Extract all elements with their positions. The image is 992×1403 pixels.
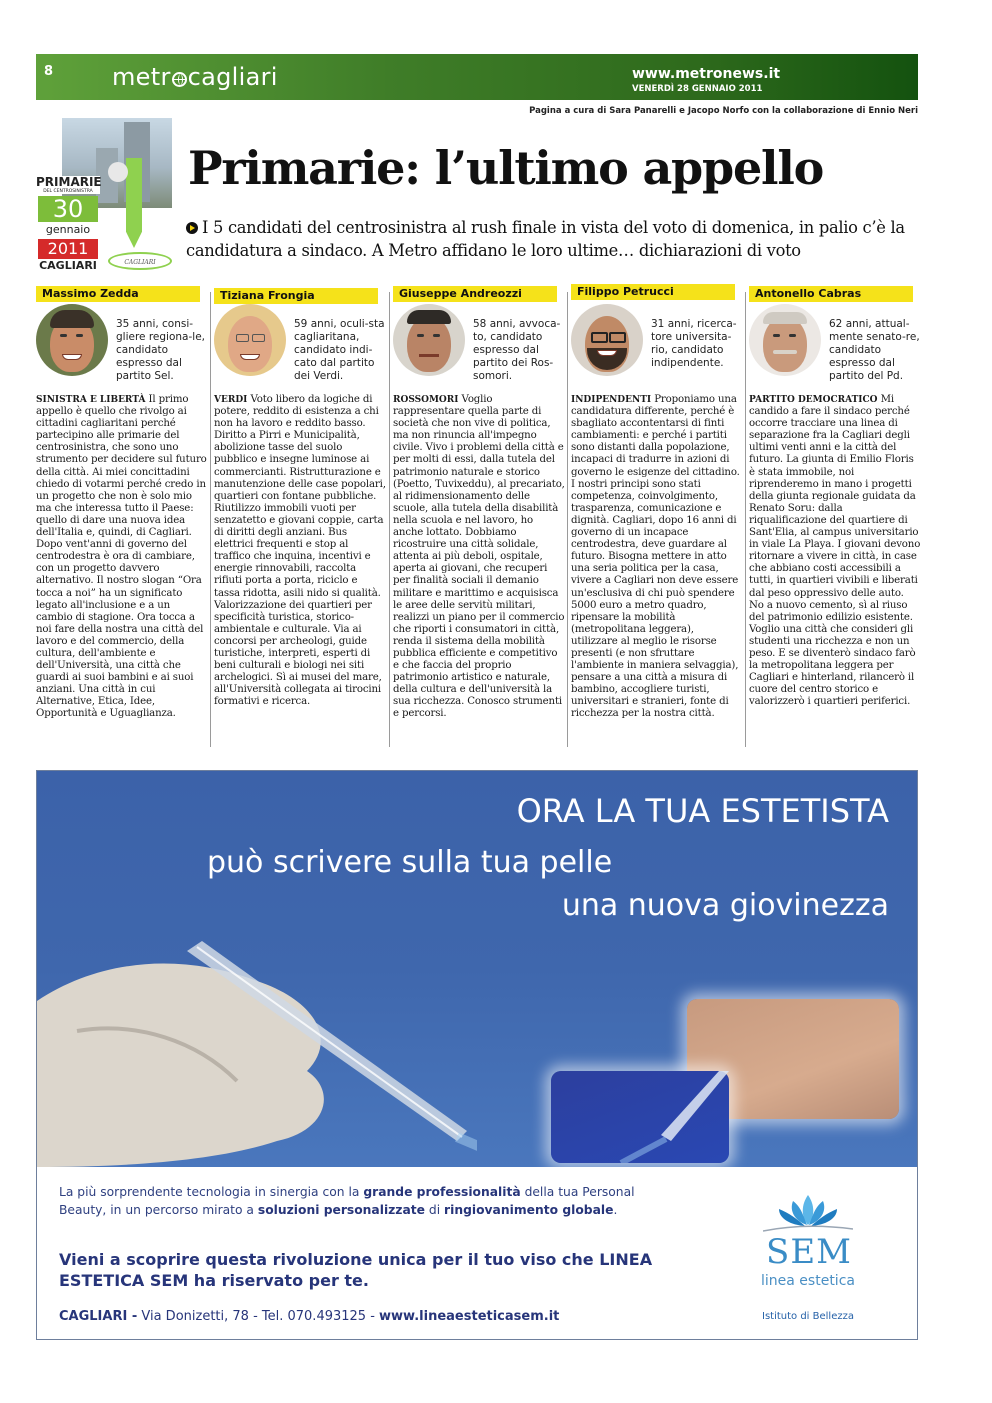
candidate-photo	[749, 304, 821, 376]
statement-text: Il primo appello è quello che rivolgo ai cittadini cagliaritani perché partecipino alle primarie del centrosinistra, che sono uno strumento per decidere sul futuro della città. Ai miei concittadini chiedo di votarmi perché credo in un progetto che non è solo mio ma che interessa tutto il Paese: quello di dare una nuova idea dell'Italia e, quindi, di Cagliari. Dopo vent'anni di governo del centrodestra è ora di cambiare, con un progetto davvero alternativo. Il nostro slogan “Ora tocca a noi” ha un significato legato all'inclusione e a un cambio di stagione. Ora tocca a noi fare della nostra una città del lavoro e del commercio, della cultura, dell'ambiente e dell'Università, una città che guardi ai suoi bambini e ai suoi anziani. Una città in cui Alternative, Etica, Idee, Opportunità e Uguaglianza.	[36, 394, 207, 720]
party-label: VERDI	[214, 395, 248, 405]
sem-tagline: Istituto di Bellezza	[762, 1311, 854, 1322]
mouth-shape	[62, 354, 82, 360]
device-tip-photo	[551, 1071, 729, 1163]
candidate-column	[214, 286, 386, 708]
glasses-shape	[609, 332, 626, 343]
pencil-icon	[126, 158, 142, 248]
ad-body-bold: grande professionalità	[363, 1185, 521, 1199]
candidate-column	[571, 285, 743, 720]
candidate-photo	[393, 304, 465, 376]
candidate-bio: 31 anni, ricerca-tore universita-rio, candidato indipendente.	[651, 318, 737, 369]
lotus-icon	[763, 1191, 853, 1235]
face-shape	[407, 316, 451, 372]
logo-city: CAGLIARI	[39, 259, 97, 272]
statement-text: Voto libero da logiche di potere, reddito di esistenza a chi non ha lavoro e reddito basso. Diritto a Pirri e Municipalità, abolizione tasse del suolo pubblico e insegne luminose ai commercianti. Ristrutturazione e manutenzione delle case popolari, quartieri con fontane pubbliche. Riutilizzo immobili vuoti per senzatetto e giovani coppie, carta di diritti degli anziani. Bus elettrici frequenti e stop al traffico che inquina, incentivi e energie rinnovabili, raccolta rifiuti porta a porta, riciclo e tassa ridotta, asili nido si qualità. Valorizzazione dei quartieri per specificità turistica, storico-ambientale e culturale. Via ai concorsi per archeologi, guide turistiche, interpreti, esperti di beni culturali e biologi nei siti archelogici. Sì ai musei del mare, all'Università collegata ai tirocini formativi e ricerca.	[214, 394, 386, 708]
ad-contact	[59, 1309, 559, 1324]
masthead-left: metr	[112, 63, 171, 91]
ad-body-text	[59, 1183, 639, 1219]
eye-shape	[417, 334, 424, 337]
column-divider	[745, 292, 746, 747]
candidate-name: Tiziana Frongia	[214, 288, 378, 304]
logo-badge: CAGLIARI	[108, 252, 172, 270]
ad-title: ORA LA TUA ESTETISTA	[516, 792, 889, 830]
candidate-bio: 62 anni, attual-mente senato-re, candidato espresso dal partito del Pd.	[829, 318, 920, 382]
party-label: ROSSOMORI	[393, 395, 459, 405]
candidate-photo	[36, 304, 108, 376]
logo-day: 30	[38, 196, 98, 222]
glasses-shape	[252, 334, 265, 342]
ad-body-bold: ringiovanimento globale	[444, 1203, 614, 1217]
ad-call-to-action: Vieni a scoprire questa rivoluzione unica per il tuo viso che LINEA ESTETICA SEM ha riservato per te.	[59, 1250, 653, 1290]
ad-body-part: La più sorprendente tecnologia in sinergia con la	[59, 1185, 364, 1199]
candidate-statement	[571, 394, 743, 721]
candidate-statement	[36, 394, 208, 721]
ad-subtitle-line1: può scrivere sulla tua pelle	[207, 845, 613, 880]
eye-shape	[76, 334, 83, 337]
ad-body-part: di	[425, 1203, 445, 1217]
mustache-shape	[773, 350, 797, 354]
headline: Primarie: l’ultimo appello	[188, 141, 824, 195]
subheadline	[186, 216, 926, 262]
hair-shape	[407, 310, 451, 324]
face-shape	[763, 316, 807, 372]
candidate-photo	[214, 304, 286, 376]
candidate-name: Giuseppe Andreozzi	[393, 286, 557, 302]
statement-text: Voglio rappresentare quella parte di società che non vive di politica, ma non rinuncia all'impegno civile. Vivo i problemi della città e per molti di essi, dalla tutela del patrimonio naturale e storico (Poetto, Tuvixeddu), al precariato, al ridimensionamento delle scuole, alla tutela della disabilità nella scuola e nel lavoro, ho anche lottato. Dobbiamo ricostruire una città solidale, attenta ai più deboli, ospitale, aperta ai giovani, che recuperi per finalità sociali il demanio militare e marittimo e acquisisca le aree delle servitù militari, realizzi un piano per il commercio che riporti i consumatori in città, renda il sistema della mobilità pubblica efficiente e competitivo e che faccia del proprio patrimonio artistico e naturale, della cultura e dell'università la sua ricchezza. Conosco strumenti e percorsi.	[393, 394, 565, 720]
ad-body-part: .	[613, 1203, 618, 1217]
candidate-name: Massimo Zedda	[36, 286, 200, 302]
logo-centrosinistra: DEL CENTROSINISTRA	[36, 189, 100, 194]
logo-primarie: PRIMARIE	[36, 175, 102, 189]
page-credits: Pagina a cura di Sara Panarelli e Jacopo Norfo con la collaborazione di Ennio Neri	[529, 106, 918, 116]
primarie-logo	[36, 118, 176, 278]
ad-subtitle-line2: una nuova giovinezza	[561, 888, 889, 923]
hair-shape	[763, 312, 807, 324]
candidate-statement	[749, 394, 921, 708]
globe-icon	[172, 72, 187, 87]
candidate-photo	[571, 304, 643, 376]
arrow-bullet-icon	[186, 222, 198, 234]
subheadline-text: I 5 candidati del centrosinistra al rush finale in vista del voto di domenica, in palio c’è la candidatura a sindaco. A Metro affidano le loro ultime… dichiarazioni di voto	[186, 218, 905, 260]
candidate-bio: 58 anni, avvoca-to, candidato espresso dal partito dei Ros-somori.	[473, 318, 561, 382]
candidate-name: Filippo Petrucci	[571, 284, 735, 300]
sem-logo	[743, 1191, 873, 1301]
candidate-column	[36, 286, 208, 720]
issue-date: VENERDÌ 28 GENNAIO 2011	[632, 84, 763, 94]
logo-year: 2011	[38, 239, 98, 259]
party-label: INDIPENDENTI	[571, 395, 652, 405]
face-shape	[228, 316, 272, 372]
candidate-column	[393, 286, 565, 720]
statement-text: Proponiamo una candidatura differente, perché è sbagliato accontentarsi di finti cambiamenti: e perché i partiti sono distanti dalla popolazione, incapaci di tradurre in azioni di governo le esigenze del cittadino. I nostri principi sono stati competenza, coinvolgimento, trasparenza, comunicazione e dignità. Cagliari, dopo 16 anni di governo di un incapace centrodestra, deve guardare al futuro. Bisogna mettere in atto una seria politica per la casa, vivere a Cagliari non deve essere un'esclusiva di chi può spendere 5000 euro a metro quadro, ripensare la mobilità (metropolitana leggera), utilizzare al meglio le risorse presenti (e non sfruttare l'ambiente in maniera selvaggia), pensare a una città a misura di bambino, accogliere turisti, universitari e stranieri, fonte di ricchezza per la nostra città.	[571, 394, 740, 720]
eye-shape	[773, 334, 780, 337]
eye-shape	[789, 334, 796, 337]
column-divider	[210, 292, 211, 747]
ad-contact-url[interactable]: www.lineaesteticasem.it	[379, 1309, 560, 1324]
mouth-shape	[240, 354, 260, 360]
figure-icon	[108, 162, 128, 182]
candidate-statement	[393, 394, 565, 721]
statement-text: Mi candido a fare il sindaco perché occorre tracciare una linea di separazione fra la Cagliari degli ultimi venti anni e la città del futuro. La giunta di Emilio Floris è stata immobile, noi riprenderemo in mano i progetti della giunta regionale guidata da Renato Soru: dalla riqualificazione del quartiere di Sant'Elia, al campus universitario in viale La Playa. I giovani devono ritornare a vivere in città, in case che abbiano costi accessibili a tutti, in quartieri vivibili e liberati dal peso oppressivo delle auto. No a nuovo cemento, sì al riuso del patrimonio edilizio esistente. Voglio una città che consideri gli studenti una ricchezza e non un peso. E se diventerò sindaco farò la metropolitana leggera per Cagliari e hinterland, rilancerò il cuore del centro storico e valorizzerò i quartieri periferici.	[749, 394, 921, 708]
logo-month: gennaio	[45, 223, 91, 236]
candidate-bio: 35 anni, consi-gliere regiona-le, candidato espresso dal partito Sel.	[116, 318, 205, 382]
page-number: 8	[44, 64, 54, 79]
candidate-name: Antonello Cabras	[749, 286, 913, 302]
glasses-shape	[236, 334, 249, 342]
ad-contact-address: Via Donizetti, 78 - Tel. 070.493125 -	[137, 1309, 380, 1324]
candidate-column	[749, 286, 921, 708]
masthead-logo	[112, 62, 278, 92]
mouth-shape	[419, 354, 439, 357]
advertisement[interactable]	[36, 770, 918, 1340]
eye-shape	[433, 334, 440, 337]
ad-body-part: della tua Personal Beauty, in un percorso mirato a	[59, 1185, 635, 1217]
eye-shape	[60, 334, 67, 337]
site-url[interactable]: www.metronews.it	[632, 66, 781, 82]
candidate-statement	[214, 394, 386, 708]
hair-shape	[50, 310, 94, 328]
party-label: SINISTRA E LIBERTÀ	[36, 395, 146, 405]
candidate-bio: 59 anni, oculi-sta cagliaritana, candidato indi-cato dal partito dei Verdi.	[294, 318, 385, 382]
ad-body-bold: soluzioni personalizzate	[257, 1203, 425, 1217]
gloved-hand-image	[37, 941, 477, 1167]
device-tip-image	[551, 1071, 729, 1163]
ad-visual	[37, 771, 917, 1167]
party-label: PARTITO DEMOCRATICO	[749, 395, 878, 405]
glasses-shape	[591, 332, 608, 343]
masthead-right: cagliari	[187, 63, 278, 91]
sem-logo-subtitle: linea estetica	[761, 1273, 855, 1289]
column-divider	[389, 292, 390, 747]
ad-contact-city: CAGLIARI -	[59, 1309, 138, 1324]
mouth-shape	[597, 350, 617, 356]
column-divider	[567, 292, 568, 747]
sem-logo-name: SEM	[766, 1232, 852, 1272]
